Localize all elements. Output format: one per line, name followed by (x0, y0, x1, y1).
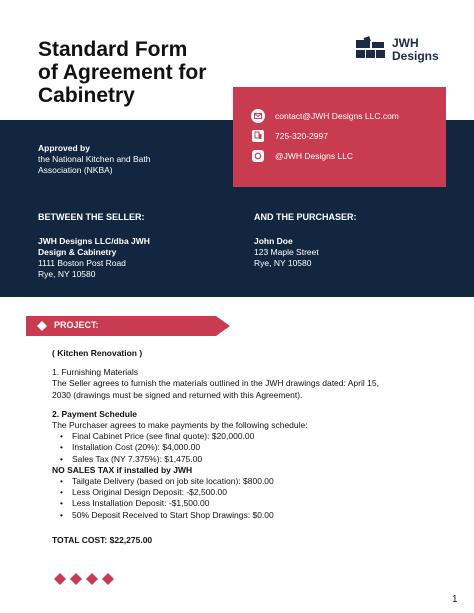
section-1-text-2: 2030 (drawings must be signed and returned with this Agreement). (52, 389, 303, 400)
no-tax-list (52, 476, 432, 521)
list-item: • Less Original Design Deposit: -$2,500.00 (52, 487, 432, 498)
list-item: • 50% Deposit Received to Start Shop Drawings: $0.00 (52, 510, 432, 521)
seller-address-2: Rye, NY 10580 (38, 269, 96, 279)
contact-phone-row[interactable] (251, 128, 328, 144)
list-item: • Tailgate Delivery (based on job site location): $800.00 (52, 476, 432, 487)
section-1-heading: 1. Furnishing Materials (52, 367, 138, 378)
contact-phone: 725-320-2997 (275, 131, 328, 141)
purchaser-address-2: Rye, NY 10580 (254, 258, 312, 268)
contact-social: @JWH Designs LLC (275, 151, 354, 161)
approval-line-1: the National Kitchen and Bath (38, 154, 151, 164)
project-label: PROJECT: (54, 320, 99, 330)
seller-block (38, 212, 228, 280)
approved-label: Approved by (38, 143, 90, 153)
list-item: • Sales Tax (NY 7.375%): $1,475.00 (52, 454, 432, 465)
seller-name-line-2: Design & Cabinetry (38, 247, 117, 257)
contact-box (233, 87, 446, 187)
logo-line-2: Designs (392, 49, 439, 63)
diamond-icon (54, 573, 66, 585)
diamond-icon (70, 573, 82, 585)
cabinet-logo-icon (354, 36, 388, 64)
instagram-icon (251, 149, 265, 163)
approval-block (38, 143, 238, 176)
title-line-2: of Agreement for (38, 61, 207, 84)
seller-heading: BETWEEN THE SELLER: (38, 212, 145, 222)
logo-line-1: JWH (392, 36, 419, 50)
purchaser-block (254, 212, 444, 269)
logo-text (392, 37, 439, 63)
diamond-icon (86, 573, 98, 585)
contact-social-row[interactable] (251, 148, 353, 164)
envelope-icon (251, 109, 265, 123)
purchaser-name: John Doe (254, 236, 293, 246)
diamond-icon (102, 573, 114, 585)
total-cost: TOTAL COST: $22,275.00 (52, 534, 153, 545)
contact-email: contact@JWH Designs LLC.com (275, 111, 399, 121)
title-line-1: Standard Form (38, 38, 188, 61)
page-title (38, 38, 248, 107)
section-2-heading: 2. Payment Schedule (52, 408, 138, 419)
footer-diamonds (54, 572, 118, 590)
title-line-3: Cabinetry (38, 84, 135, 107)
project-banner (26, 316, 232, 341)
phone-icon (251, 129, 265, 143)
approval-line-2: Association (NKBA) (38, 165, 113, 175)
seller-name-line-1: JWH Designs LLC/dba JWH (38, 236, 150, 246)
contact-email-row[interactable] (251, 108, 399, 124)
project-type: ( Kitchen Renovation ) (52, 348, 143, 358)
section-2-intro: The Purchaser agrees to make payments by the following schedule: (52, 420, 308, 431)
list-item: • Less Installation Deposit: -$1,500.00 (52, 498, 432, 509)
payment-list (52, 431, 432, 465)
no-tax-heading: NO SALES TAX if installed by JWH (52, 464, 193, 475)
purchaser-address-1: 123 Maple Street (254, 247, 319, 257)
company-logo (354, 36, 444, 64)
section-1-text-1: The Seller agrees to furnish the materials outlined in the JWH drawings dated: April 15, (52, 378, 379, 389)
list-item: • Final Cabinet Price (see final quote): $20,000.00 (52, 431, 432, 442)
seller-address-1: 1111 Boston Post Road (38, 258, 126, 268)
list-item: • Installation Cost (20%): $4,000.00 (52, 442, 432, 453)
agreement-body (52, 348, 432, 546)
page-number: 1 (452, 594, 458, 605)
purchaser-heading: AND THE PURCHASER: (254, 212, 357, 222)
